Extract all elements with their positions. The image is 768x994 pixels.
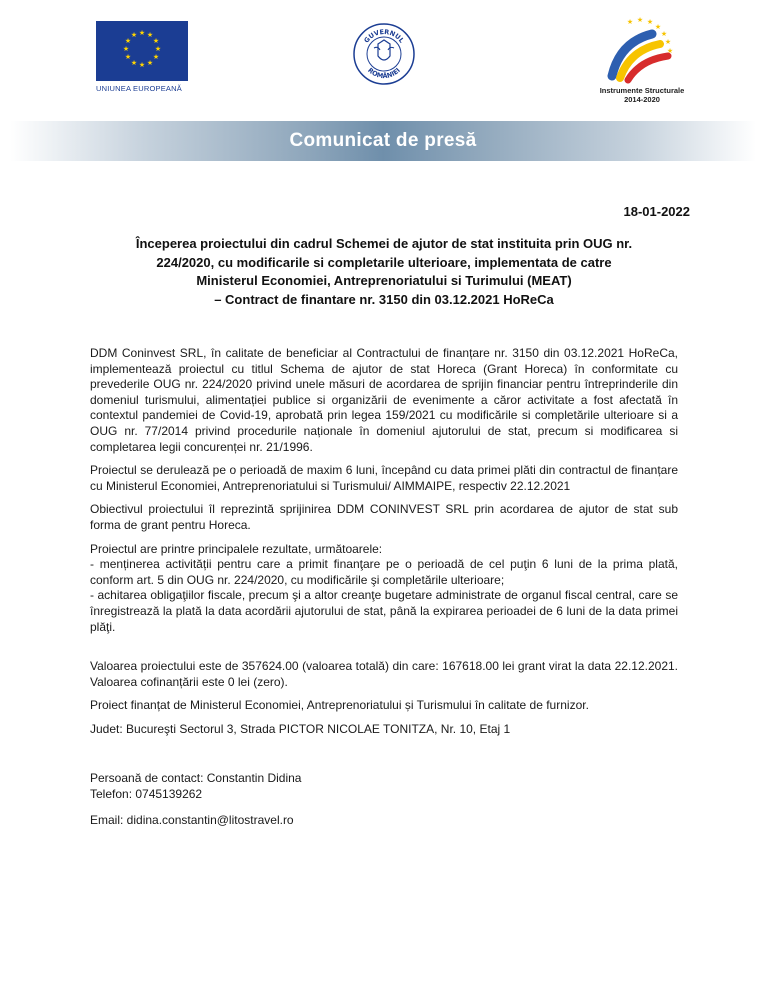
results-item: - achitarea obligaţiilor fiscale, precum şi a altor creanţe bugetare administrate de organul fiscal central, care se înregistrează la plată la data acordării ajutorului de stat, până la expirarea perioadei de 6 luni de la data primei plăţi. bbox=[90, 588, 678, 634]
svg-text:★: ★ bbox=[138, 29, 146, 37]
svg-text:★: ★ bbox=[124, 37, 132, 45]
heading-line: 224/2020, cu modificarile si completarile ulterioare, implementata de catre bbox=[156, 254, 612, 270]
svg-text:★: ★ bbox=[146, 31, 154, 39]
coat-of-arms-icon bbox=[352, 22, 416, 86]
paragraph-results bbox=[90, 542, 678, 636]
svg-text:★: ★ bbox=[660, 30, 668, 38]
svg-text:ROMÂNIEI bbox=[366, 66, 402, 80]
eu-label: UNIUNEA EUROPEANĂ bbox=[96, 84, 182, 93]
paragraph-duration: Proiectul se derulează pe o perioadă de maxim 6 luni, începând cu data primei plăti din contractul de finanțare cu Ministerul Economiei, Antreprenoriatului si Turismului/ AIMMAIPE, respectiv 22.12.2021 bbox=[90, 463, 678, 493]
svg-text:★: ★ bbox=[130, 59, 138, 67]
results-intro: Proiectul are printre principalele rezultate, următoarele: bbox=[90, 541, 383, 556]
press-release-banner bbox=[10, 121, 756, 161]
eu-flag bbox=[96, 21, 188, 81]
svg-text:★: ★ bbox=[654, 23, 662, 31]
svg-text:★: ★ bbox=[626, 18, 634, 26]
paragraph-beneficiary: DDM Coninvest SRL, în calitate de beneficiar al Contractului de finanțare nr. 3150 din 03.12.2021 HoReCa, implementează proiectul cu titlul Schema de ajutor de stat Horeca (Grant Horeca) în conformitate cu prevederile OUG nr. 224/2020 privind unele măsuri de acordarea de sprijin financiar pentru întreprinderile din domeniul turismului, alimentației publice si organizării de evenimente a căror activitate a fost afectată în contextul pandemiei de Covid-19, aprobată prin legea 159/2021 cu modificările si completările ulterioare si a OUG nr. 77/2014 privind procedurile naționale în domeniul ajutorului de stat, precum si modificarea si completarea legii concurenței nr. 21/1996. bbox=[90, 346, 678, 454]
structural-instruments-icon bbox=[590, 14, 690, 84]
svg-text:GUVERNUL bbox=[362, 28, 405, 45]
svg-text:★: ★ bbox=[152, 37, 160, 45]
heading-line: Ministerul Economiei, Antreprenoriatului si Turimului (MEAT) bbox=[196, 273, 572, 289]
is-label-line1: Instrumente Structurale bbox=[599, 86, 685, 95]
structural-instruments-label bbox=[592, 86, 692, 104]
is-label-line2: 2014-2020 bbox=[624, 95, 660, 104]
paragraph-address: Judet: Bucureşti Sectorul 3, Strada PICTOR NICOLAE TONITZA, Nr. 10, Etaj 1 bbox=[90, 721, 511, 736]
logo-bar bbox=[0, 0, 768, 120]
contact-email[interactable]: Email: didina.constantin@litostravel.ro bbox=[90, 812, 294, 827]
svg-text:★: ★ bbox=[124, 53, 132, 61]
eu-stars-icon bbox=[96, 21, 188, 81]
svg-text:★: ★ bbox=[152, 53, 160, 61]
banner-title: Comunicat de presă bbox=[289, 130, 477, 151]
svg-text:★: ★ bbox=[646, 18, 654, 26]
svg-text:★: ★ bbox=[666, 47, 674, 55]
paragraph-funding: Proiect finanțat de Ministerul Economiei, Antreprenoriatului și Turismului în calitate de furnizor. bbox=[90, 698, 589, 713]
heading-line: – Contract de finantare nr. 3150 din 03.12.2021 HoReCa bbox=[214, 291, 554, 307]
eu-logo bbox=[96, 21, 188, 93]
paragraph-value: Valoarea proiectului este de 357624.00 (valoarea totală) din care: 167618.00 lei grant virat la data 22.12.2021. Valoarea cofinanțării este 0 lei (zero). bbox=[90, 659, 678, 689]
document-date: 18-01-2022 bbox=[623, 204, 690, 219]
paragraph-objective: Obiectivul proiectului îl reprezintă sprijinirea DDM CONINVEST SRL prin acordarea de ajutor de stat sub forma de grant pentru Horeca. bbox=[90, 502, 678, 532]
heading-line: Începerea proiectului din cadrul Schemei de ajutor de stat instituita prin OUG nr. bbox=[135, 236, 633, 251]
gov-text-top: GUVERNUL bbox=[362, 27, 406, 45]
svg-text:★: ★ bbox=[636, 16, 644, 24]
contact-phone: Telefon: 0745139262 bbox=[90, 787, 203, 802]
svg-text:★: ★ bbox=[664, 38, 672, 46]
contact-person: Persoană de contact: Constantin Didina bbox=[90, 771, 302, 786]
svg-text:★: ★ bbox=[154, 45, 162, 53]
results-item: - menținerea activității pentru care a primit finanţare pe o perioadă de cel puţin 6 luni de la prima plată, conform art. 5 din OUG nr. 224/2020, cu modificările şi completările ulterioare; bbox=[90, 557, 678, 587]
svg-text:★: ★ bbox=[138, 61, 146, 69]
gov-text-bottom: ROMÂNIEI bbox=[366, 66, 402, 81]
government-seal bbox=[352, 22, 416, 86]
document-heading bbox=[88, 235, 680, 309]
svg-text:★: ★ bbox=[122, 45, 130, 53]
document-body bbox=[90, 346, 678, 836]
svg-text:★: ★ bbox=[146, 59, 154, 67]
svg-text:★: ★ bbox=[130, 31, 138, 39]
